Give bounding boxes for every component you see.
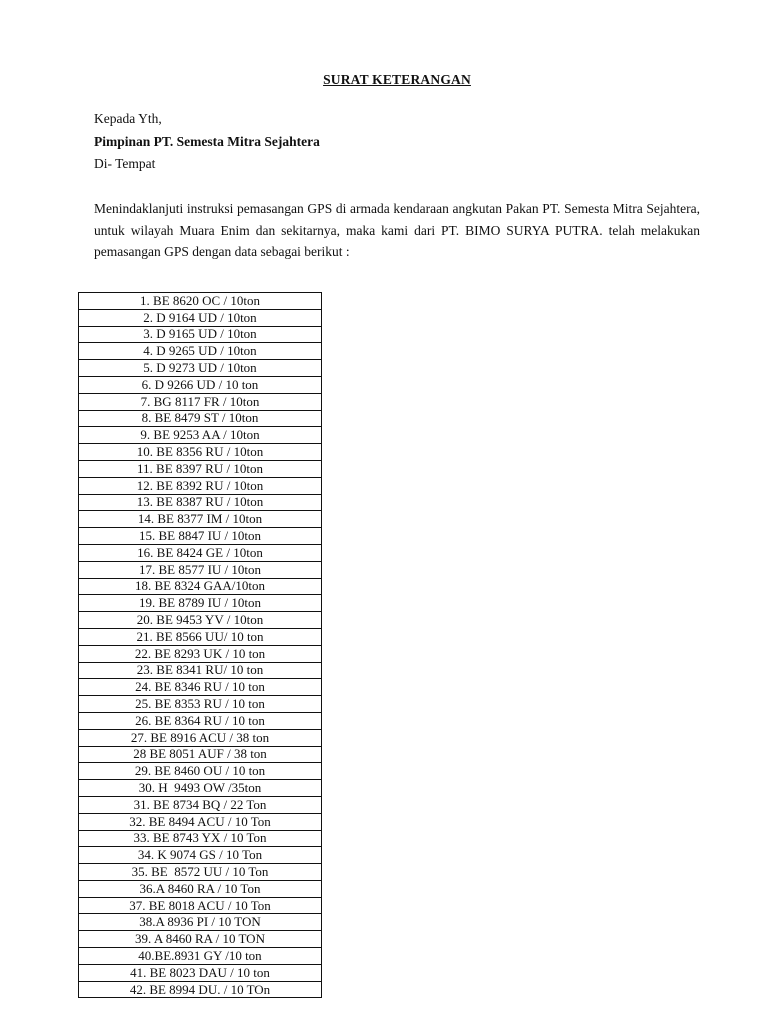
- table-row: [79, 612, 322, 629]
- table-row: [79, 544, 322, 561]
- vehicle-cell: 42. BE 8994 DU. / 10 TOn: [79, 981, 322, 998]
- vehicle-cell: 37. BE 8018 ACU / 10 Ton: [79, 897, 322, 914]
- table-row: [79, 830, 322, 847]
- table-row: [79, 746, 322, 763]
- table-row: [79, 477, 322, 494]
- body-paragraph: Menindaklanjuti instruksi pemasangan GPS di armada kendaraan angkutan Pakan PT. Semesta Mitra Sejahtera, untuk wilayah Muara Enim dan sekitarnya, maka kami dari PT. BIMO SURYA PUTRA. telah melakukan pemasangan GPS dengan data sebagai berikut :: [94, 201, 700, 259]
- table-row: [79, 511, 322, 528]
- table-row: [79, 528, 322, 545]
- vehicle-cell: 1. BE 8620 OC / 10ton: [79, 293, 322, 310]
- table-row: [79, 847, 322, 864]
- vehicle-cell: 17. BE 8577 IU / 10ton: [79, 561, 322, 578]
- vehicle-cell: 4. D 9265 UD / 10ton: [79, 343, 322, 360]
- recipient-name: Pimpinan PT. Semesta Mitra Sejahtera: [94, 134, 320, 149]
- vehicle-cell: 10. BE 8356 RU / 10ton: [79, 444, 322, 461]
- vehicle-cell: 30. H 9493 OW /35ton: [79, 780, 322, 797]
- table-row: [79, 343, 322, 360]
- vehicle-cell: 16. BE 8424 GE / 10ton: [79, 544, 322, 561]
- table-row: [79, 393, 322, 410]
- vehicle-cell: 18. BE 8324 GAA/10ton: [79, 578, 322, 595]
- table-row: [79, 914, 322, 931]
- vehicle-cell: 23. BE 8341 RU/ 10 ton: [79, 662, 322, 679]
- vehicle-cell: 33. BE 8743 YX / 10 Ton: [79, 830, 322, 847]
- vehicle-cell: 31. BE 8734 BQ / 22 Ton: [79, 796, 322, 813]
- table-row: [79, 293, 322, 310]
- vehicle-cell: 9. BE 9253 AA / 10ton: [79, 427, 322, 444]
- vehicle-cell: 15. BE 8847 IU / 10ton: [79, 528, 322, 545]
- table-row: [79, 444, 322, 461]
- table-row: [79, 494, 322, 511]
- table-row: [79, 964, 322, 981]
- recipient-place: Di- Tempat: [94, 156, 156, 171]
- table-row: [79, 410, 322, 427]
- document-title: SURAT KETERANGAN: [323, 72, 471, 87]
- table-row: [79, 712, 322, 729]
- table-row: [79, 981, 322, 998]
- table-row: [79, 309, 322, 326]
- vehicle-table: [78, 292, 322, 998]
- vehicle-cell: 6. D 9266 UD / 10 ton: [79, 376, 322, 393]
- table-row: [79, 796, 322, 813]
- vehicle-cell: 12. BE 8392 RU / 10ton: [79, 477, 322, 494]
- vehicle-cell: 36.A 8460 RA / 10 Ton: [79, 880, 322, 897]
- vehicle-cell: 7. BG 8117 FR / 10ton: [79, 393, 322, 410]
- table-row: [79, 595, 322, 612]
- table-row: [79, 679, 322, 696]
- vehicle-cell: 22. BE 8293 UK / 10 ton: [79, 645, 322, 662]
- vehicle-cell: 14. BE 8377 IM / 10ton: [79, 511, 322, 528]
- vehicle-cell: 19. BE 8789 IU / 10ton: [79, 595, 322, 612]
- vehicle-cell: 41. BE 8023 DAU / 10 ton: [79, 964, 322, 981]
- vehicle-cell: 5. D 9273 UD / 10ton: [79, 360, 322, 377]
- table-row: [79, 864, 322, 881]
- table-row: [79, 780, 322, 797]
- vehicle-cell: 34. K 9074 GS / 10 Ton: [79, 847, 322, 864]
- table-row: [79, 948, 322, 965]
- table-row: [79, 662, 322, 679]
- vehicle-cell: 11. BE 8397 RU / 10ton: [79, 460, 322, 477]
- table-row: [79, 931, 322, 948]
- vehicle-cell: 26. BE 8364 RU / 10 ton: [79, 712, 322, 729]
- table-row: [79, 578, 322, 595]
- vehicle-cell: 27. BE 8916 ACU / 38 ton: [79, 729, 322, 746]
- table-row: [79, 763, 322, 780]
- vehicle-cell: 29. BE 8460 OU / 10 ton: [79, 763, 322, 780]
- vehicle-cell: 38.A 8936 PI / 10 TON: [79, 914, 322, 931]
- table-row: [79, 880, 322, 897]
- salutation-line: Kepada Yth,: [94, 111, 162, 126]
- table-row: [79, 561, 322, 578]
- vehicle-cell: 40.BE.8931 GY /10 ton: [79, 948, 322, 965]
- vehicle-cell: 24. BE 8346 RU / 10 ton: [79, 679, 322, 696]
- table-row: [79, 729, 322, 746]
- vehicle-cell: 20. BE 9453 YV / 10ton: [79, 612, 322, 629]
- vehicle-cell: 8. BE 8479 ST / 10ton: [79, 410, 322, 427]
- table-row: [79, 628, 322, 645]
- vehicle-table-body: [79, 293, 322, 998]
- table-row: [79, 326, 322, 343]
- table-row: [79, 460, 322, 477]
- vehicle-cell: 2. D 9164 UD / 10ton: [79, 309, 322, 326]
- vehicle-cell: 25. BE 8353 RU / 10 ton: [79, 696, 322, 713]
- table-row: [79, 645, 322, 662]
- vehicle-cell: 13. BE 8387 RU / 10ton: [79, 494, 322, 511]
- table-row: [79, 897, 322, 914]
- table-row: [79, 696, 322, 713]
- table-row: [79, 376, 322, 393]
- vehicle-cell: 32. BE 8494 ACU / 10 Ton: [79, 813, 322, 830]
- table-row: [79, 813, 322, 830]
- vehicle-cell: 39. A 8460 RA / 10 TON: [79, 931, 322, 948]
- vehicle-cell: 21. BE 8566 UU/ 10 ton: [79, 628, 322, 645]
- table-row: [79, 360, 322, 377]
- table-row: [79, 427, 322, 444]
- vehicle-cell: 28 BE 8051 AUF / 38 ton: [79, 746, 322, 763]
- vehicle-cell: 3. D 9165 UD / 10ton: [79, 326, 322, 343]
- vehicle-cell: 35. BE 8572 UU / 10 Ton: [79, 864, 322, 881]
